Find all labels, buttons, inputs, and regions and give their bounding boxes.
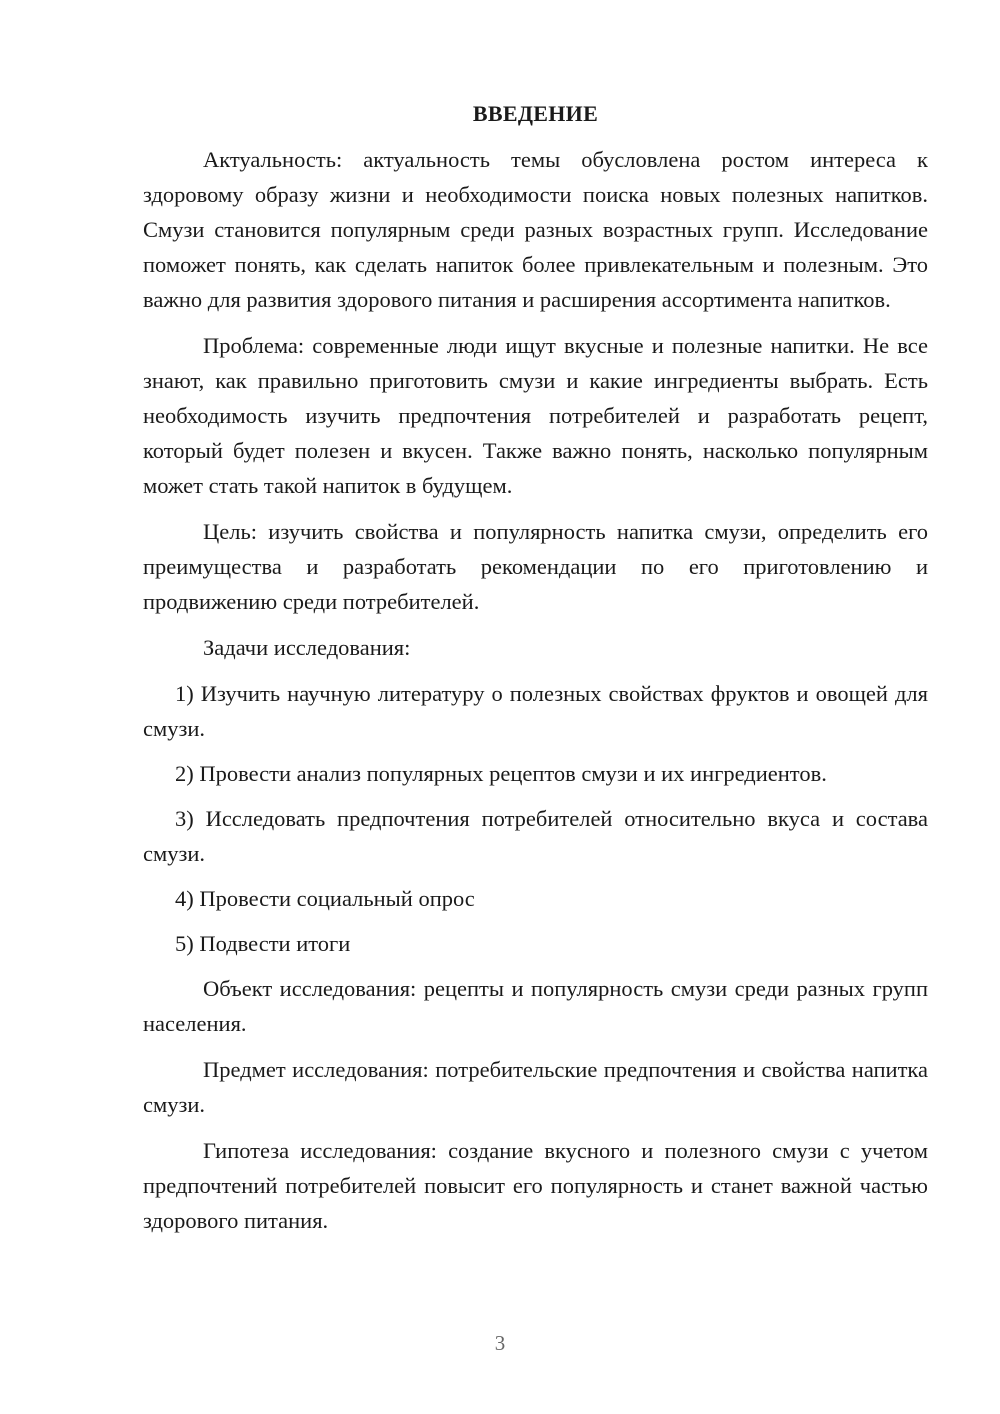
document-page xyxy=(143,96,928,1249)
hypothesis-paragraph: Гипотеза исследования: создание вкусного и полезного смузи с учетом предпочтений потребителей повысит его популярность и станет важной частью здорового питания. xyxy=(143,1138,928,1233)
goal-paragraph: Цель: изучить свойства и популярность напитка смузи, определить его преимущества и разработать рекомендации по его приготовлению и продвижению среди потребителей. xyxy=(143,519,928,614)
task-item-4: 4) Провести социальный опрос xyxy=(175,886,475,911)
task-item-3: 3) Исследовать предпочтения потребителей относительно вкуса и состава смузи. xyxy=(143,806,928,866)
task-item-5: 5) Подвести итоги xyxy=(175,931,351,956)
task-item-1: 1) Изучить научную литературу о полезных свойствах фруктов и овощей для смузи. xyxy=(143,681,928,741)
page-title: ВВЕДЕНИЕ xyxy=(472,101,599,126)
relevance-paragraph: Актуальность: актуальность темы обусловлена ростом интереса к здоровому образу жизни и необходимости поиска новых полезных напитков. Смузи становится популярным среди разных возрастных групп. Исследование поможет понять, как сделать напиток более привлекательным и полезным. Это важно для развития здорового питания и расширения ассортимента напитков. xyxy=(143,147,928,312)
subject-paragraph: Предмет исследования: потребительские предпочтения и свойства напитка смузи. xyxy=(143,1057,928,1117)
page-number: 3 xyxy=(494,1331,506,1355)
tasks-heading: Задачи исследования: xyxy=(203,635,411,660)
task-item-2: 2) Провести анализ популярных рецептов смузи и их ингредиентов. xyxy=(175,761,827,786)
problem-paragraph: Проблема: современные люди ищут вкусные и полезные напитки. Не все знают, как правильно приготовить смузи и какие ингредиенты выбрать. Есть необходимость изучить предпочтения потребителей и разработать рецепт, который будет полезен и вкусен. Также важно понять, насколько популярным может стать такой напиток в будущем. xyxy=(143,333,928,498)
object-paragraph: Объект исследования: рецепты и популярность смузи среди разных групп населения. xyxy=(143,976,928,1036)
